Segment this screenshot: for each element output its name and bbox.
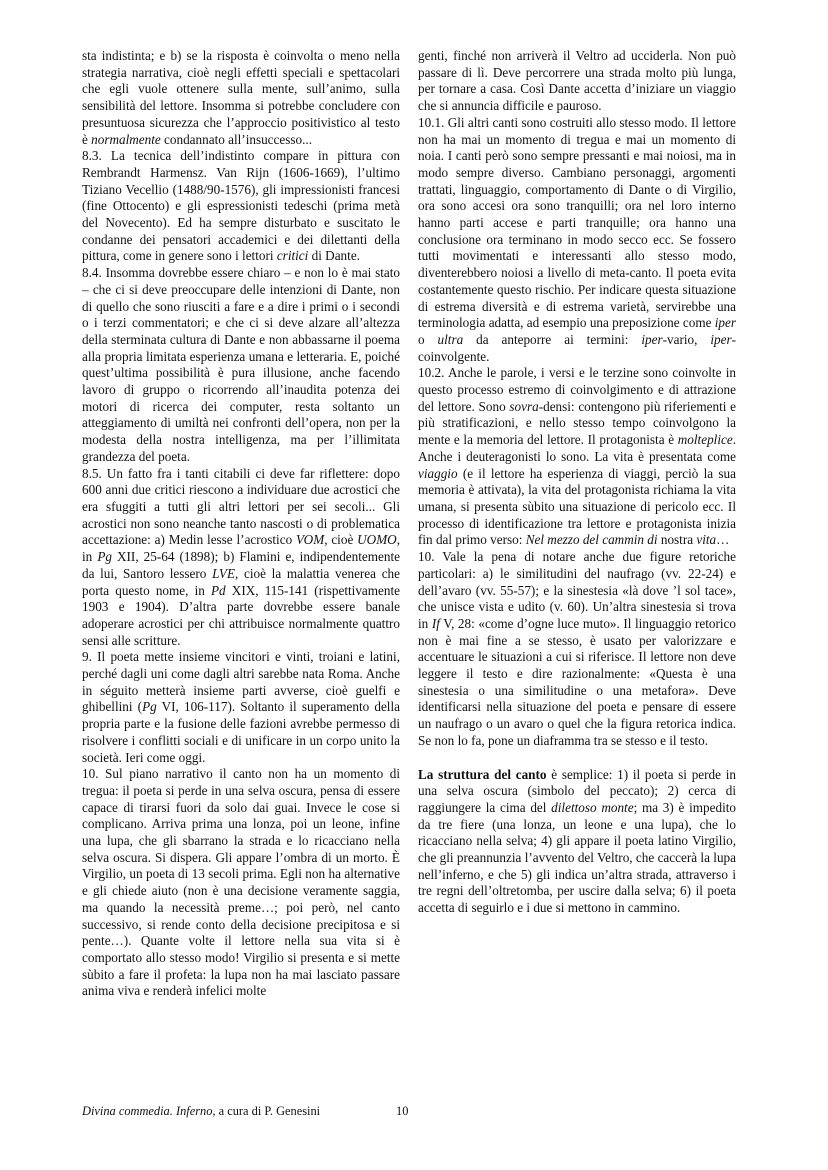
left-column: [82, 48, 400, 1000]
paragraph: genti, finché non arriverà il Veltro ad ucciderla. Non può passare di lì. Deve percorrere una strada molto più lunga, per tornare a casa. Così Dante accetta d’iniziare un viaggio che si annuncia difficile e pauroso.: [418, 48, 736, 114]
structure-paragraph: La struttura del canto è semplice: 1) il poeta si perde in una selva oscura (simbolo del peccato); 2) cerca di raggiungere la cima del dilettoso monte; ma 3) è impedito da tre fiere (una lonza, un leone e una lupa), che lo ricacciano nella selva; 4) gli appare il poeta latino Virgilio, che gli preannunzia l’avvento del Veltro, che caccerà la lupa nell’inferno, e che 5) gli indica un’altra strada, attraverso i tre regni dell’oltretomba, per uscire dalla selva; 6) il poeta accetta di seguirlo e i due si mettono in cammino.: [418, 766, 736, 916]
editor-credit: , a cura di P. Genesini: [212, 1104, 321, 1118]
paragraph: sta indistinta; e b) se la risposta è coinvolta o meno nella strategia narrativa, cioè negli effetti speciali e spettacolari che egli vuole ottenere sulla mente, sull’animo, sulla sensibilità del lettore. Insomma si potrebbe concludere con presuntuosa sicurezza che l’approccio positivistico al testo è normalmente condannato all’insuccesso...: [82, 48, 400, 147]
paragraph: 8.4. Insomma dovrebbe essere chiaro – e non lo è mai stato – che ci si deve preoccupare delle intenzioni di Dante, non di quello che sono riusciti a fare e a dire i primi o i secondi o i terzi commentatori; e che ci si deve alzare all’altezza della sterminata cultura di Dante e non abbassarne il poema alla propria limitata esperienza umana e letteraria. E, poiché quest’ultima possibilità è pura illusione, anche facendo lavoro di gruppo o ricorrendo all’inaudita potenza dei motori di ricerca dei computer, resta soltanto un atteggiamento di umiltà nei confronti dell’opera, non per la modesta della nostra intelligenza, ma per l’illimitata grandezza del poeta.: [82, 265, 400, 464]
right-column: [418, 48, 736, 917]
book-title: Divina commedia. Inferno: [82, 1104, 213, 1118]
paragraph: 10.2. Anche le parole, i versi e le terzine sono coinvolte in questo processo estremo di coinvolgimento e di attrazione del lettore. Sono sovra-densi: contengono più riferiementi e più stratificazioni, e nello stesso tempo coinvolgono la mente e la memoria del lettore. Il protagonista è molteplice. Anche i deuteragonisti lo sono. La vita è presentata come viaggio (e il lettore ha esperienza di viaggi, perciò la sua memoria è attivata), la vita del protagonista richiama la vita umana, si presenta sùbito una situazione di pericolo ecc. Il processo di identificazione tra lettore e protagonista inizia fin dal primo verso: Nel mezzo del cammin di nostra vita…: [418, 365, 736, 548]
paragraph: 10. Vale la pena di notare anche due figure retoriche particolari: a) le similitudini del naufrago (vv. 22-24) e dell’avaro (vv. 55-57); e la sinestesia «là dove ’l sol tace», che unisce vista e udito (v. 60). Un’altra sinestesia si trova in If V, 28: «come d’ogne luce muto». Il linguaggio retorico non è mai fine a se stesso, è usato per valorizzare e accentuare le situazioni a cui si riferisce. Il lettore non deve leggere il testo e dire razionalmente: «Questa è una sinestesia o una similitudine o una metafora». Deve identificarsi nella situazione del poeta e pensare di essere un naufrago o un avaro o quel che la figura retorica indica. Se non lo fa, pone un diaframma tra se stesso e il testo.: [418, 549, 737, 748]
footer-credit: [82, 1104, 320, 1118]
page-number: 10: [396, 1104, 409, 1118]
page-footer: [82, 1104, 742, 1119]
paragraph: 8.5. Un fatto fra i tanti citabili ci deve far riflettere: dopo 600 anni due critici riescono a individuare due acrostici che era sfuggiti a tutti gli altri lettori per sei secoli... Gli acrostici non sono neanche tanto nascosti o di problematica accettazione: a) Medin lesse l’acrostico VOM, cioè UOMO, in Pg XII, 25-64 (1898); b) Flamini e, indipendentemente da lui, Santoro lessero LVE, cioè la malattia venerea che porta questo nome, in Pd XIX, 115-141 (rispettivamente 1903 e 1904). D’altra parte dovrebbe essere banale adoperare acrostici per chi attribuisce normalmente quattro sensi alle scritture.: [82, 465, 401, 648]
paragraph: 10.1. Gli altri canti sono costruiti allo stesso modo. Il lettore non ha mai un momento di tregua e mai un momento di noia. I canti però sono sempre pressanti e mai noiosi, ma in modo sempre diverso. Cambiano personaggi, argomenti trattati, linguaggio, comportamento di Dante o di Virgilio, ora sono accesi ora sono tranquilli; ora nel loro interno hanno parti accese e parti tranquille; ora hanno una conclusione ora terminano in modo secco ecc. Se fossero tutti movimentati e interessanti allo stesso modo, diventerebbero noiosi a livello di meta-canto. Il poeta evita costantemente questo rischio. Per indicare questa situazione di estrema diversità e di estrema varietà, servirebbe una terminologia adatta, ad esempio una preposizione come iper o ultra da anteporre ai termini: iper-vario, iper-coinvolgente.: [418, 114, 736, 364]
paragraph: 10. Sul piano narrativo il canto non ha un momento di tregua: il poeta si perde in una selva oscura, pensa di essere capace di tirarsi fuori da solo dai guai. Invece le cose si complicano. Arriva prima una lonza, poi un leone, infine una lupa, che gli sbarrano la strada e lo ricacciano nella selva oscura. Si dispera. Gli appare l’ombra di un morto. È Virgilio, un poeta di 13 secoli prima. Egli non ha alternative e gli chiede aiuto (non è una decisione veramente saggia, ma quando la necessità preme…; poi però, nel canto successivo, si rende conto della decisione precipitosa e si pente…). Quante volte il lettore nella sua vita si è comportato allo stesso modo! Virgilio si presenta e si mette sùbito a fare il profeta: la lupa non ha mai lasciato passare anima viva e renderà infelici molte: [82, 766, 400, 999]
paragraph: 9. Il poeta mette insieme vincitori e vinti, troiani e latini, perché dagli uni come dagli altri sarebbe nata Roma. Anche in séguito metterà insieme parti avverse, cioè guelfi e ghibellini (Pg VI, 106-117). Soltanto il superamento della propria parte e la fusione delle fazioni avrebbe permesso di risolvere i conflitti sociali e di unificare in un corpo unito la società. Ieri come oggi.: [82, 649, 400, 765]
paragraph: 8.3. La tecnica dell’indistinto compare in pittura con Rembrandt Harmensz. Van Rijn (1606-1669), l’ultimo Tiziano Vecellio (1488/90-1576), gli impressionisti francesi (fine Ottocento) e gli espressionisti tedeschi (prima metà del Novecento). Ed ha sempre disturbato e suscitato le condanne dei pensatori accademici e dei dilettanti della pittura, come in genere sono i lettori critici di Dante.: [82, 148, 400, 264]
